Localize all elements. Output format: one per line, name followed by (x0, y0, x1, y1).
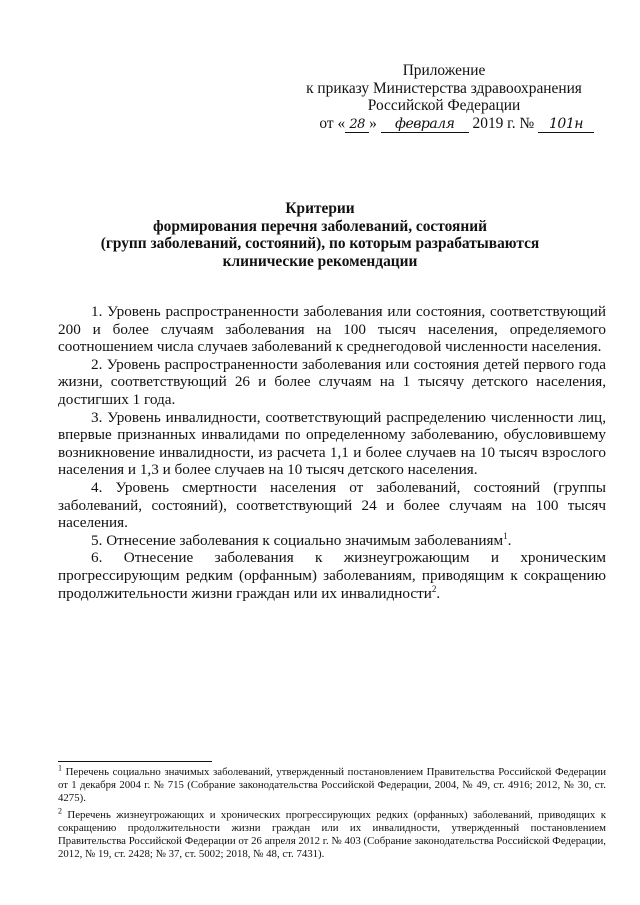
footnote-2-mark: 2 (58, 806, 62, 816)
handwritten-day: 28 (345, 117, 369, 133)
footnote-2 (58, 806, 606, 862)
handwritten-month: февраля (381, 117, 469, 133)
criteria-list (58, 303, 606, 602)
criterion-1: 1. Уровень распространенности заболевания или состояния, соответствующий 200 и более случаям заболевания на 100 тысяч населения, определяемого соотношением числа случаев заболеваний к среднегодовой численности населения. (58, 303, 606, 356)
criterion-2: 2. Уровень распространенности заболевания или состояния детей первого года жизни, соответствующий 26 и более случаям на 1 тысячу детского населения, достигших 1 года. (58, 355, 606, 408)
title-line-4: клинические рекомендации (222, 252, 418, 270)
date-prefix: от « (319, 114, 346, 132)
criterion-4: 4. Уровень смертности населения от заболеваний, состояний (группы заболеваний, состояний), соответствующий 24 и более случаям на 100 тысяч населения. (58, 478, 606, 532)
criterion-5-text: 5. Отнесение заболевания к социально значимым заболеваниям (91, 531, 504, 549)
criterion-3: 3. Уровень инвалидности, соответствующий распределению численности лиц, впервые признанных инвалидами по определенному заболеванию, обусловившему возникновение инвалидности, из расчета 1,1 и более случаев на 10 тысяч взрослого населения и 1,3 и более случаев на 10 тысяч детского населения. (58, 408, 606, 479)
appendix-federation-line: Российской Федерации (367, 97, 521, 114)
appendix-label: Приложение (402, 62, 486, 79)
document-title (60, 200, 580, 270)
criterion-5 (58, 532, 606, 550)
appendix-header (294, 62, 594, 133)
title-line-1: Критерии (285, 200, 355, 217)
date-year: 2019 г. № (472, 114, 535, 132)
criterion-6 (58, 549, 606, 602)
criterion-6-end: . (436, 584, 441, 602)
criterion-5-end: . (507, 531, 512, 549)
footnote-1 (58, 763, 606, 806)
title-line-3: (групп заболеваний, состояний), по которым разрабатываются (100, 235, 540, 253)
footnote-ref-2[interactable]: 2 (431, 583, 437, 594)
title-line-2: формирования перечня заболеваний, состояний (153, 217, 487, 235)
footnote-divider (58, 761, 212, 762)
appendix-date-line (294, 115, 594, 133)
appendix-order-line: к приказу Министерства здравоохранения (306, 79, 582, 97)
criterion-6-text: 6. Отнесение заболевания к жизнеугрожающим и хроническим прогрессирующим редким (орфанным) заболеваниям, приводящим к сокращению продолжительности жизни граждан или их инвалидности (58, 549, 606, 602)
footnotes (58, 763, 606, 864)
date-mid: » (369, 114, 381, 132)
footnote-1-text: Перечень социально значимых заболеваний, утвержденный постановлением Правительства Российской Федерации от 1 декабря 2004 г. № 715 (Собрание законодательства Российской Федерации, 2004, № 49, ст. 4916; 2012, № 30, ст. 4275). (58, 766, 606, 805)
footnote-ref-1[interactable]: 1 (503, 530, 508, 541)
footnote-1-mark: 1 (58, 763, 62, 773)
handwritten-doc-number: 101н (538, 117, 594, 133)
footnote-2-text: Перечень жизнеугрожающих и хронических прогрессирующих редких (орфанных) заболеваний, приводящих к сокращению продолжительности жизни граждан или их инвалидности, утвержденный постановлением Правительства Российской Федерации от 26 апреля 2012 г. № 403 (Собрание законодательства Российской Федерации, 2012, № 19, ст. 2428; № 37, ст. 5002; 2018, № 48, ст. 7431). (58, 808, 606, 861)
